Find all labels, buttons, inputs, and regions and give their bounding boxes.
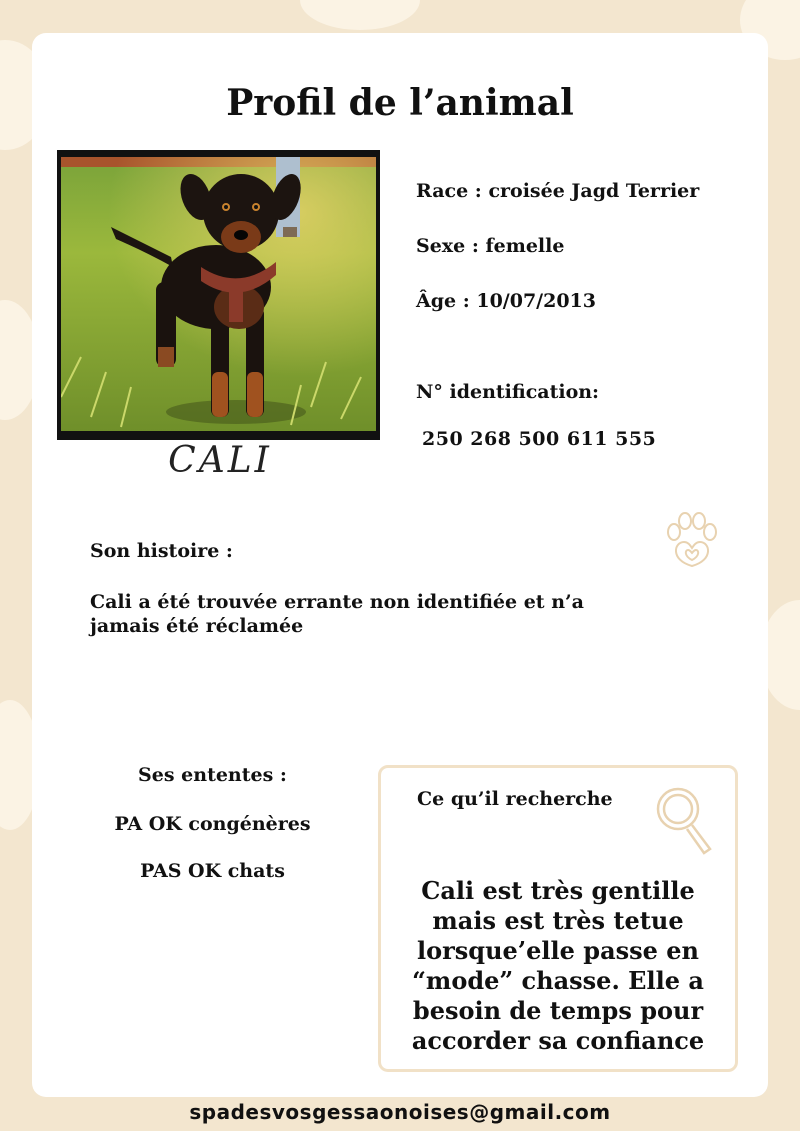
- entente-item: PAS OK chats: [140, 860, 285, 882]
- pet-name: CALI: [168, 440, 272, 481]
- search-box: [378, 765, 738, 1072]
- magnifier-icon: [654, 785, 716, 857]
- page-title: Profil de l’animal: [226, 82, 574, 124]
- race-text: Race : croisée Jagd Terrier: [416, 180, 700, 202]
- id-number: 250 268 500 611 555: [422, 428, 657, 450]
- pet-photo-frame: [57, 150, 380, 440]
- contact-email[interactable]: spadesvosgessaonoises@gmail.com: [189, 1100, 611, 1124]
- story-text: Cali a été trouvée errante non identifiée et n’a jamais été réclamée: [90, 591, 584, 637]
- search-text: Cali est très gentille mais est très tetue lorsque’elle passe en “mode” chasse. Elle a besoin de temps pour accorder sa confiance: [411, 876, 705, 1055]
- entente-item: PA OK congénères: [114, 813, 311, 835]
- search-title: Ce qu’il recherche: [417, 788, 613, 810]
- dog-photo: [61, 157, 376, 431]
- background-paw: [300, 0, 420, 30]
- dog-photo-illustration: [61, 157, 376, 431]
- id-label: N° identification:: [416, 381, 600, 403]
- age-text: Âge : 10/07/2013: [416, 290, 596, 312]
- ententes-label: Ses ententes :: [138, 764, 287, 786]
- sex-text: Sexe : femelle: [416, 235, 565, 257]
- story-label: Son histoire :: [90, 540, 233, 562]
- paw-heart-icon: [660, 510, 722, 570]
